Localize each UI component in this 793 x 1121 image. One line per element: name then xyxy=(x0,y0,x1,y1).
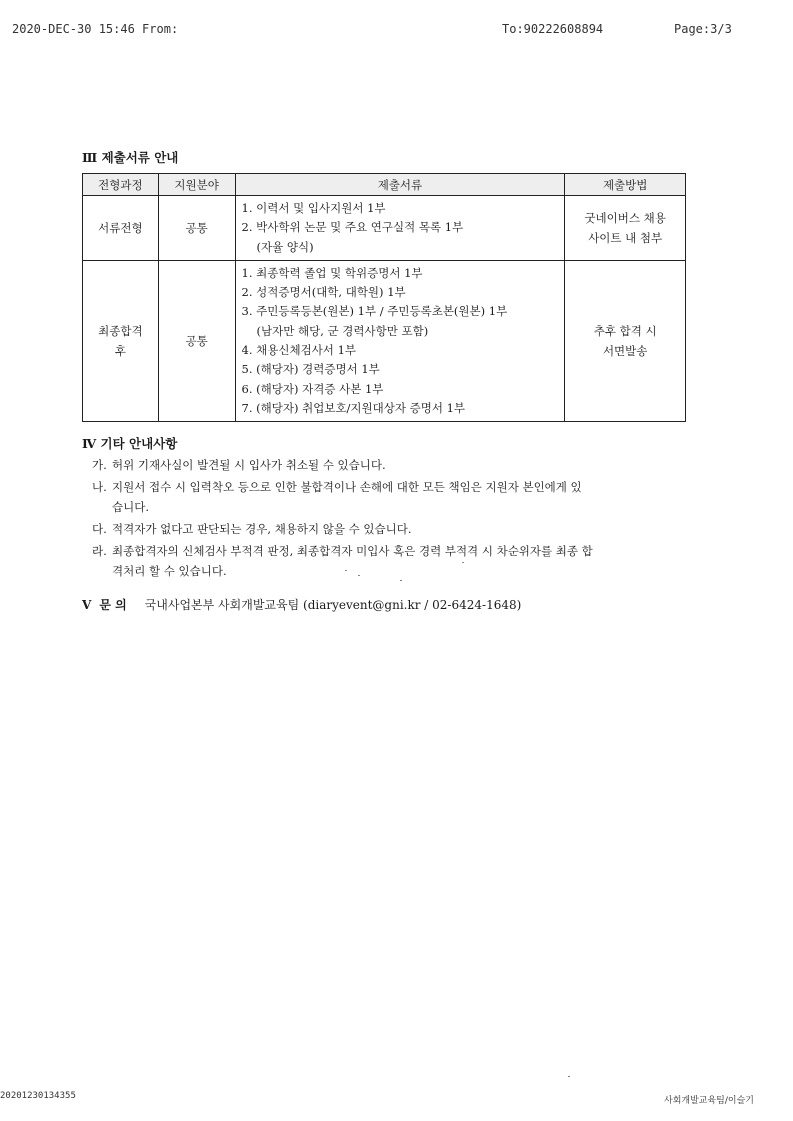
footer-fax-id: 20201230134355 xyxy=(0,1091,76,1101)
note-text: 지원서 접수 시 입력착오 등으로 인한 불합격이나 손해에 대한 모든 책임은 지원자 본인에게 있 xyxy=(112,480,582,494)
table-row xyxy=(83,260,686,421)
list-item xyxy=(92,541,702,581)
note-marker: 라. xyxy=(92,544,107,558)
document-item: 4. 채용신체검사서 1부 xyxy=(241,343,357,358)
fax-datetime-from: 2020-DEC-30 15:46 From: xyxy=(12,22,179,36)
method-line: 추후 합격 시 xyxy=(593,324,657,339)
fax-to-number: To:90222608894 xyxy=(502,22,604,36)
method-line: 사이트 내 첨부 xyxy=(588,230,663,245)
scan-speck xyxy=(462,562,464,563)
table-header-row xyxy=(83,174,686,196)
document-item: 2. 성적증명서(대학, 대학원) 1부 xyxy=(241,285,406,300)
table-row xyxy=(83,196,686,261)
method-cell xyxy=(565,260,686,421)
header-stage: 전형과정 xyxy=(83,174,159,196)
document-item: 3. 주민등록등본(원본) 1부 / 주민등록초본(원본) 1부 xyxy=(241,304,508,319)
field-cell: 공통 xyxy=(158,196,235,261)
note-continuation: 습니다. xyxy=(112,500,149,514)
document-item: 6. (해당자) 자격증 사본 1부 xyxy=(241,381,384,396)
documents-table xyxy=(82,173,686,422)
document-item-note: (남자만 해당, 군 경력사항만 포함) xyxy=(256,323,429,338)
note-continuation: 격처리 할 수 있습니다. xyxy=(112,564,227,578)
footer-sender: 사회개발교육팀/이슬기 xyxy=(664,1096,754,1106)
method-line: 굿네이버스 채용 xyxy=(584,210,666,225)
section-4-title: Ⅳ 기타 안내사항 xyxy=(82,436,178,451)
field-cell: 공통 xyxy=(158,260,235,421)
header-field: 지원분야 xyxy=(158,174,235,196)
contact-section-mark: Ⅴ xyxy=(82,598,92,612)
document-item-note: (자율 양식) xyxy=(256,239,314,254)
notes-list xyxy=(92,455,702,583)
scan-speck xyxy=(568,1076,570,1077)
note-text: 최종합격자의 신체검사 부적격 판정, 최종합격자 미입사 혹은 경력 부적격 시 차순위자를 최종 합 xyxy=(112,544,593,558)
document-item: 2. 박사학위 논문 및 주요 연구실적 목록 1부 xyxy=(241,220,464,235)
documents-cell xyxy=(235,196,565,261)
list-item xyxy=(92,519,702,539)
header-method: 제출방법 xyxy=(565,174,686,196)
contact-line xyxy=(82,596,521,613)
stage-line: 최종합격 xyxy=(98,324,143,339)
fax-header xyxy=(12,22,782,40)
note-text: 허위 기재사실이 발견될 시 입사가 취소될 수 있습니다. xyxy=(112,458,386,472)
note-marker: 다. xyxy=(92,522,107,536)
documents-cell xyxy=(235,260,565,421)
scan-speck xyxy=(400,580,402,581)
header-documents: 제출서류 xyxy=(235,174,565,196)
scan-speck xyxy=(358,575,360,576)
stage-line: 후 xyxy=(114,344,126,359)
method-line: 서면발송 xyxy=(602,344,648,359)
list-item xyxy=(92,455,702,475)
document-item: 1. 최종학력 졸업 및 학위증명서 1부 xyxy=(241,265,423,280)
note-text: 적격자가 없다고 판단되는 경우, 채용하지 않을 수 있습니다. xyxy=(112,522,412,536)
stage-cell: 서류전형 xyxy=(83,196,159,261)
document-item: 7. (해당자) 취업보호/지원대상자 증명서 1부 xyxy=(241,400,466,415)
section-3-title: Ⅲ 제출서류 안내 xyxy=(82,150,179,165)
fax-page-number: Page:3/3 xyxy=(674,22,732,36)
document-item: 1. 이력서 및 입사지원서 1부 xyxy=(241,201,386,215)
contact-details: 국내사업본부 사회개발교육팀 (diaryevent@gni.kr / 02-6424-1648) xyxy=(144,598,522,612)
method-cell xyxy=(565,196,686,261)
list-item xyxy=(92,477,702,517)
note-marker: 나. xyxy=(92,480,107,494)
note-marker: 가. xyxy=(92,458,107,472)
contact-label: 문 의 xyxy=(99,598,127,612)
stage-cell xyxy=(83,260,159,421)
document-item: 5. (해당자) 경력증명서 1부 xyxy=(241,362,380,377)
scan-speck xyxy=(345,570,347,571)
